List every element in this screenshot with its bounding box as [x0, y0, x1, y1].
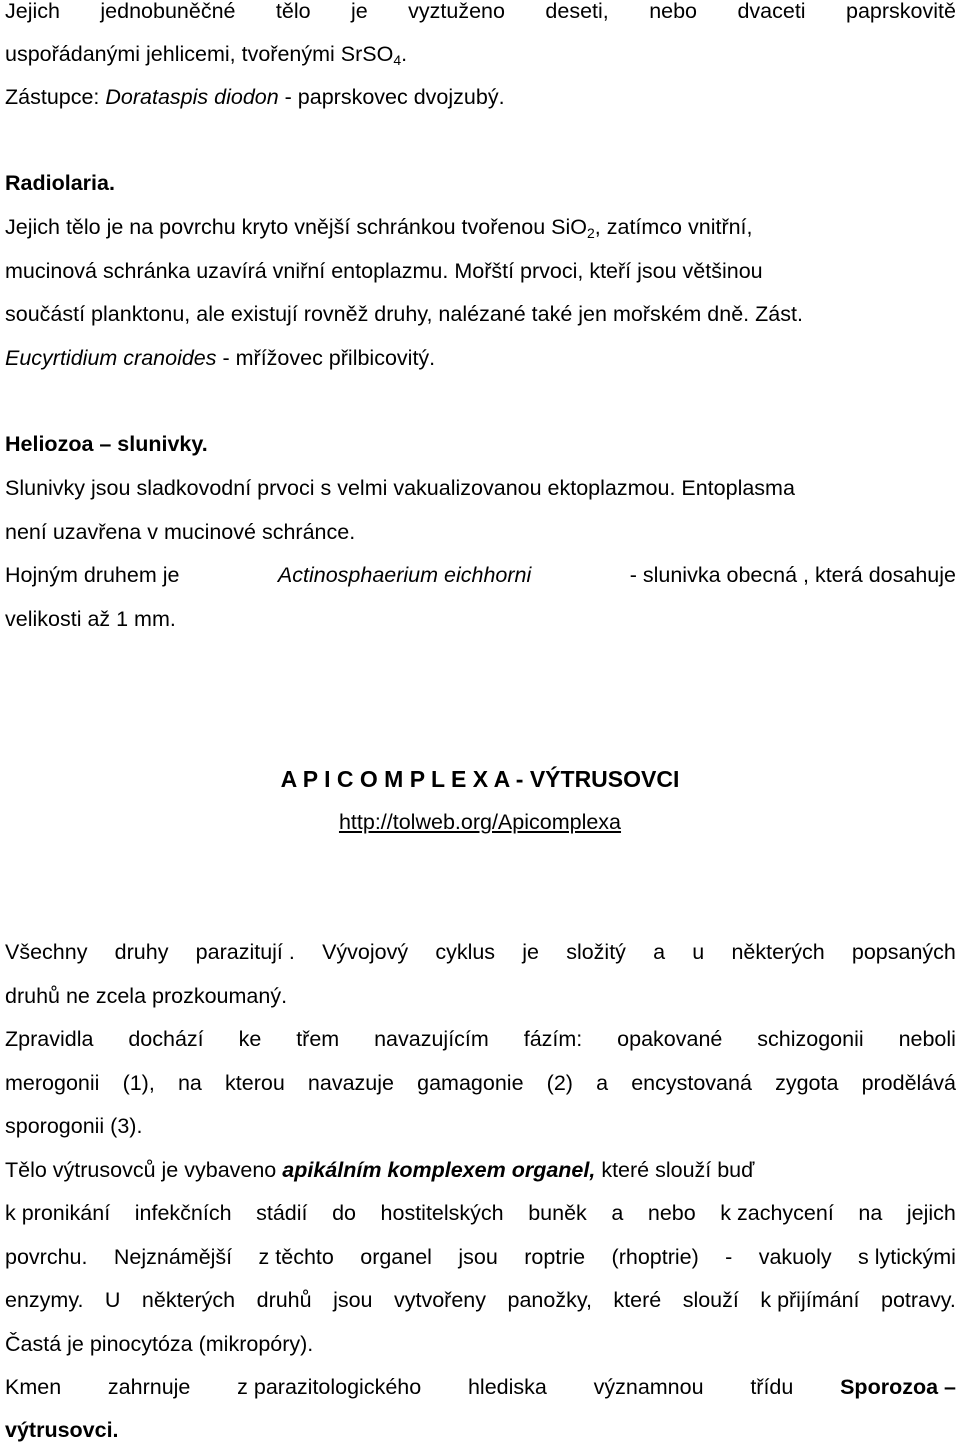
- class-name: Sporozoa –: [840, 1375, 956, 1399]
- heliozoa-heading: Heliozoa – slunivky.: [5, 432, 208, 456]
- apicomplexa-p1-line-2: druhů ne zcela prozkoumaný.: [5, 984, 288, 1008]
- apicomplexa-p2-line-2: merogonii (1), na kterou navazuje gamagonie (2) a encystovaná zygota prodělává: [5, 1071, 956, 1095]
- apicomplexa-p3-line-3: povrchu. Nejznámější z těchto organel jsou roptrie (rhoptrie) - vakuoly s lytickými: [5, 1245, 956, 1269]
- radiolaria-line-3: součástí planktonu, ale existují rovněž druhy, nalézané také jen mořském dně. Zást.: [5, 302, 803, 326]
- apicomplexa-p4-line-1: Kmen zahrnuje z parazitologického hlediska významnou třídu Sporozoa –: [5, 1372, 956, 1402]
- apicomplexa-p2-line-1: Zpravidla dochází ke třem navazujícím fázím: opakované schizogonii neboli: [5, 1027, 956, 1051]
- apicomplexa-p1-line-1: Všechny druhy parazitují . Vývojový cyklus je složitý a u některých popsaných: [5, 940, 956, 964]
- p1-line-2: uspořádanými jehlicemi, tvořenými SrSO$_4$.: [5, 42, 408, 68]
- radiolaria-line-1: Jejich tělo je na povrchu kryto vnější schránkou tvořenou SiO$_2$, zatímco vnitřní,: [5, 215, 753, 241]
- radiolaria-line-2: mucinová schránka uzavírá vniřní entoplazmu. Mořští prvoci, kteří jsou většinou: [5, 259, 763, 283]
- heliozoa-line-4: velikosti až 1 mm.: [5, 607, 176, 631]
- class-name-cont: výtrusovci.: [5, 1418, 119, 1442]
- apicomplexa-p3-line-5: Častá je pinocytóza (mikropóry).: [5, 1332, 314, 1356]
- section-title: A P I C O M P L E X A - VÝTRUSOVCI: [280, 766, 680, 792]
- species-name: Eucyrtidium cranoides: [5, 346, 217, 370]
- apicomplexa-p4-line-2: [5, 1415, 956, 1445]
- apicomplexa-p3-line-1: Tělo výtrusovců je vybaveno apikálním komplexem organel, které slouží buď: [5, 1158, 755, 1182]
- apicomplexa-p3-line-2: k pronikání infekčních stádií do hostitelských buněk a nebo k zachycení na jejich: [5, 1201, 956, 1225]
- reference-link[interactable]: http://tolweb.org/Apicomplexa: [338, 810, 622, 834]
- heliozoa-line-3: Hojným druhem je Actinosphaerium eichhorni - slunivka obecná , která dosahuje: [5, 560, 956, 590]
- species-name: Actinosphaerium eichhorni: [277, 563, 532, 587]
- radiolaria-line-4: Eucyrtidium cranoides - mřížovec přilbicovitý.: [5, 346, 436, 370]
- apicomplexa-p2-line-3: sporogonii (3).: [5, 1114, 143, 1138]
- reference-link-row: [0, 807, 960, 837]
- p1-line-3: Zástupce: Dorataspis diodon - paprskovec dvojzubý.: [5, 85, 505, 109]
- emphasis-term: apikálním komplexem organel,: [282, 1158, 596, 1182]
- heliozoa-line-1: Slunivky jsou sladkovodní prvoci s velmi vakualizovanou ektoplazmou. Entoplasma: [5, 476, 795, 500]
- radiolaria-heading: Radiolaria.: [5, 171, 115, 195]
- species-name: Dorataspis diodon: [105, 85, 279, 109]
- heliozoa-line-2: není uzavřena v mucinové schránce.: [5, 520, 356, 544]
- apicomplexa-p3-line-4: enzymy. U některých druhů jsou vytvořeny panožky, které slouží k přijímání potravy.: [5, 1288, 956, 1312]
- p1-line-1: Jejich jednobuněčné tělo je vyztuženo deseti, nebo dvaceti paprskovitě: [5, 0, 956, 23]
